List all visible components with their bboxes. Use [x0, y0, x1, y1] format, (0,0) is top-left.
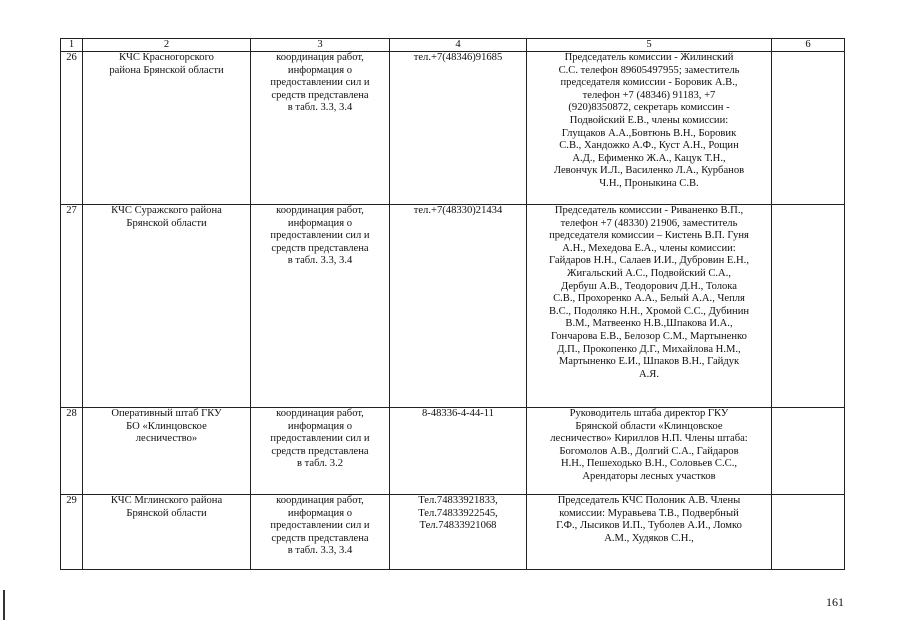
members-cell: Руководитель штаба директор ГКУ Брянской области «Клинцовское лесничество» Кириллов Н.П. Члены штаба: Богомолов А.В., Долгий С.А., Гайдаров Н.Н., Пешеходько В.Н., Соловьев С.С., Арендаторы лесных участков [527, 408, 772, 495]
phone-cell: Тел.74833921833, Тел.74833922545, Тел.74833921068 [390, 495, 527, 570]
organization-cell: Оперативный штаб ГКУ БО «Клинцовское лесничество» [83, 408, 251, 495]
task-cell: координация работ, информация о предоставлении сил и средств представлена в табл. 3.3, 3.4 [251, 52, 390, 205]
phone-cell: тел.+7(48330)21434 [390, 205, 527, 408]
members-cell: Председатель комиссии - Жилинский С.С. телефон 89605497955; заместитель председателя комиссии - Боровик А.В., телефон +7 (48346) 91183, +7 (920)8350872, секретарь комиссин - Подвойский Е.В., члены комиссии: Глущаков А.А.,Бовтюнь В.Н., Боровик С.В., Хандожко А.Ф., Куст А.Н., Рощин А.Д., Ефименко Ж.А., Кацук Т.Н., Левончук И.Л., Василенко Л.А., Курбанов Ч.Н., Проныкина С.В. [527, 52, 772, 205]
phone-cell: тел.+7(48346)91685 [390, 52, 527, 205]
header-cell-6: 6 [772, 39, 845, 52]
row-number: 29 [61, 495, 83, 570]
organization-cell: КЧС Суражского района Брянской области [83, 205, 251, 408]
table-row [61, 52, 845, 205]
phone-cell: 8-48336-4-44-11 [390, 408, 527, 495]
header-row [61, 39, 845, 52]
header-cell-4: 4 [390, 39, 527, 52]
note-cell [772, 205, 845, 408]
header-cell-1: 1 [61, 39, 83, 52]
organization-cell: КЧС Красногорского района Брянской области [83, 52, 251, 205]
task-cell: координация работ, информация о предоставлении сил и средств представлена в табл. 3.3, 3.4 [251, 205, 390, 408]
scan-edge-mark [3, 590, 5, 620]
task-cell: координация работ, информация о предоставлении сил и средств представлена в табл. 3.3, 3.4 [251, 495, 390, 570]
task-cell: координация работ, информация о предоставлении сил и средств представлена в табл. 3.2 [251, 408, 390, 495]
header-cell-5: 5 [527, 39, 772, 52]
row-number: 26 [61, 52, 83, 205]
page-number: 161 [826, 595, 844, 609]
table-row [61, 205, 845, 408]
row-number: 28 [61, 408, 83, 495]
note-cell [772, 52, 845, 205]
table-row [61, 495, 845, 570]
members-cell: Председатель комиссии - Риваненко В.П., телефон +7 (48330) 21906, заместитель председателя комиссии – Кистень В.П. Гуня А.Н., Мехедова Е.А., члены комиссии: Гайдаров Н.Н., Салаев И.И., Дубровин Е.Н., Жигальский А.С., Подвойский С.А., Дербуш А.В., Теодорович Д.Н., Толока С.В., Прохоренко А.А., Белый А.А., Чепля В.С., Подоляко Н.Н., Хромой С.С., Дубинин В.М., Матвеенко Н.В.,Шпакова И.А., Гончарова Е.В., Белозор С.М., Мартыненко Д.П., Прокопенко Д.Г., Михайлова Н.М., Мартыненко Е.И., Шпаков В.Н., Гайдук А.Я. [527, 205, 772, 408]
note-cell [772, 495, 845, 570]
row-number: 27 [61, 205, 83, 408]
commission-table [60, 38, 845, 570]
header-cell-2: 2 [83, 39, 251, 52]
members-cell: Председатель КЧС Полоник А.В. Члены комиссии: Муравьева Т.В., Подвербный Г.Ф., Лысиков И.П., Туболев А.И., Ломко А.М., Худяков С.Н., [527, 495, 772, 570]
table-row [61, 408, 845, 495]
organization-cell: КЧС Мглинского района Брянской области [83, 495, 251, 570]
note-cell [772, 408, 845, 495]
header-cell-3: 3 [251, 39, 390, 52]
